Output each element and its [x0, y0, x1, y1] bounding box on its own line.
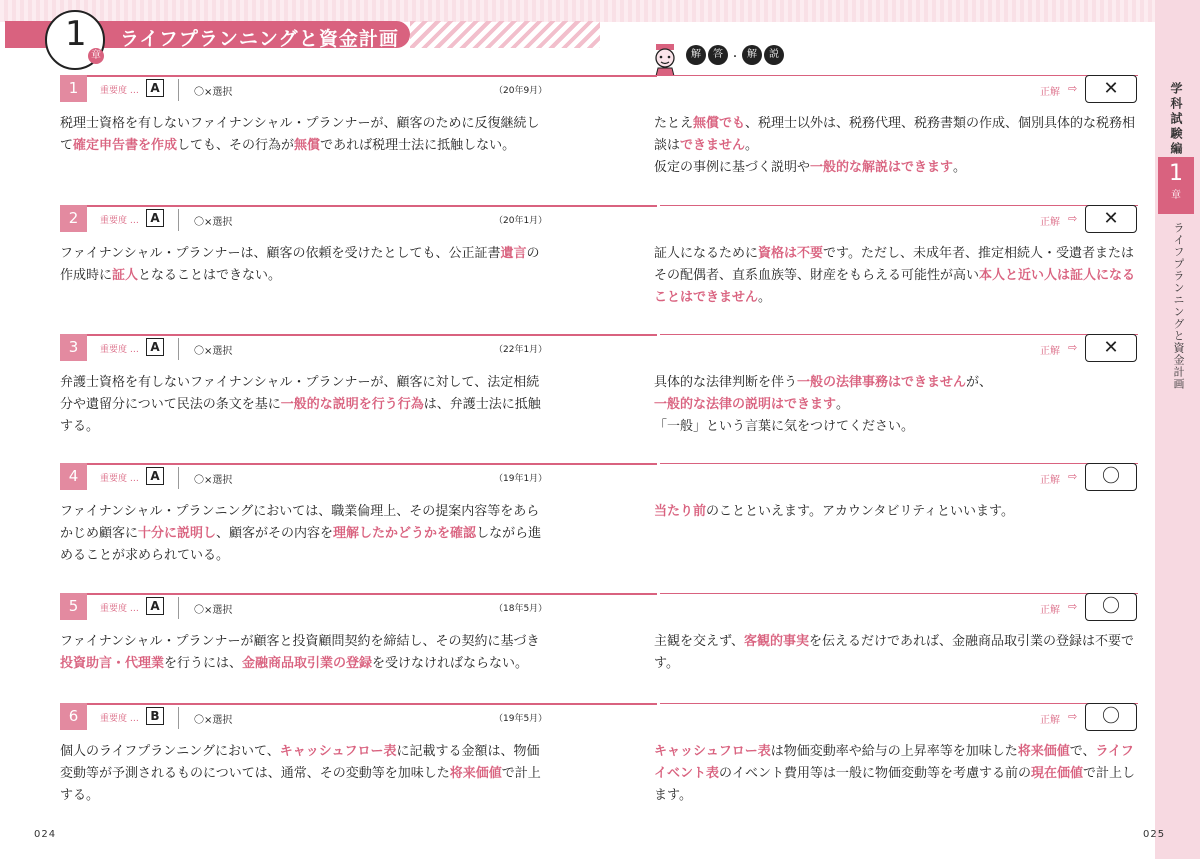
header-separator [178, 707, 179, 729]
chapter-number: 1 [65, 14, 87, 54]
question-number: 2 [60, 205, 87, 232]
importance-label: 重要度 … [100, 345, 139, 355]
text-run: 証人になるために [654, 246, 759, 261]
text-run: たとえ [654, 116, 694, 131]
correct-label: 正解 [1040, 346, 1060, 357]
answer-mark: ✕ [1085, 75, 1137, 103]
question-header [60, 463, 1140, 491]
sidebar-chapter-label: 章 [1171, 190, 1181, 201]
text-run: のイベント費用等は一般に物価変動等を考慮する前の [719, 766, 1032, 781]
header-pattern [0, 0, 1155, 22]
answer-divider [660, 703, 1138, 704]
question-type: 〇×選択 [194, 715, 233, 726]
text-run: で計上します。 [654, 766, 1136, 803]
highlight-text: 一般的な法律の説明はできます [654, 397, 837, 412]
question-number: 4 [60, 463, 87, 490]
sidebar-chapter-title: ライフプランニングと資金計画 [1172, 222, 1185, 390]
importance-grade: B [146, 707, 164, 725]
text-run: のことといえます。アカウンタビリティといいます。 [706, 504, 1014, 519]
text-run: の作成時に [60, 246, 540, 283]
arrow-right-icon: ⇨ [1068, 212, 1078, 225]
header-separator [178, 467, 179, 489]
question-number: 5 [60, 593, 87, 620]
sidebar-chapter-number: 1 [1169, 161, 1183, 186]
text-run: 。 [758, 290, 772, 305]
question-text [60, 113, 550, 157]
question-type: 〇×選択 [194, 87, 233, 98]
question-header [60, 703, 1140, 731]
arrow-right-icon: ⇨ [1068, 82, 1078, 95]
answer-divider [660, 75, 1138, 76]
explanation-text [654, 631, 1142, 675]
text-run: 主観を交えず、 [654, 634, 744, 649]
arrow-right-icon: ⇨ [1068, 710, 1078, 723]
text-run: ファイナンシャル・プランナーが顧客と投資顧問契約を締結し、その契約に基づき [60, 634, 540, 649]
text-run: が、 [966, 375, 993, 390]
text-run: 具体的な法律判断を伴う [654, 375, 798, 390]
importance-grade: A [146, 79, 164, 97]
question-header [60, 205, 1140, 233]
answer-explanation-heading [686, 45, 784, 65]
exam-date: （20年9月） [494, 86, 548, 96]
text-run: しても、その行為が [177, 138, 295, 153]
highlight-text: 無償 [294, 138, 321, 153]
answer-dot: ・ [730, 51, 740, 63]
exam-date: （18年5月） [494, 604, 548, 614]
highlight-text: 投資助言・代理業 [60, 656, 165, 671]
question-header [60, 334, 1140, 362]
text-run: 「一般」という言葉に気をつけてください。 [654, 419, 915, 434]
exam-date: （19年5月） [494, 714, 548, 724]
question-text [60, 372, 550, 438]
text-run: です。ただし、未成年者、推定相続人・受遺者またはその配偶者、直系血族等、財産をもらえる可能性が高い [654, 246, 1134, 283]
question-divider [87, 75, 657, 77]
highlight-text: 資格は不要 [758, 246, 824, 261]
highlight-text: 客観的事実 [743, 634, 809, 649]
question-divider [87, 593, 657, 595]
highlight-text: 無償でも [693, 116, 746, 131]
importance-label: 重要度 … [100, 216, 139, 226]
importance-label: 重要度 … [100, 474, 139, 484]
correct-label: 正解 [1040, 87, 1060, 98]
sidebar-chapter-tab [1158, 157, 1194, 214]
highlight-text: 本人と近い人は証人になることはできません [654, 268, 1136, 305]
importance-grade: A [146, 467, 164, 485]
importance-grade: A [146, 597, 164, 615]
highlight-text: 将来価値 [1017, 744, 1070, 759]
correct-label: 正解 [1040, 217, 1060, 228]
correct-label: 正解 [1040, 475, 1060, 486]
exam-date: （19年1月） [494, 474, 548, 484]
text-run: を行うには、 [164, 656, 243, 671]
question-number: 6 [60, 703, 87, 730]
highlight-text: 現在価値 [1031, 766, 1084, 781]
explanation-text [654, 372, 1142, 438]
answer-mark: ✕ [1085, 334, 1137, 362]
question-text [60, 243, 550, 287]
arrow-right-icon: ⇨ [1068, 470, 1078, 483]
explanation-text [654, 741, 1142, 807]
importance-grade: A [146, 338, 164, 356]
sidebar-subject: 学科試験編 [1169, 82, 1183, 157]
highlight-text: キャッシュフロー表 [279, 744, 397, 759]
text-run: を伝えるだけであれば、金融商品取引業の登録は不要です。 [654, 634, 1134, 671]
correct-label: 正解 [1040, 715, 1060, 726]
question-header [60, 593, 1140, 621]
text-run: 仮定の事例に基づく説明や [654, 160, 811, 175]
importance-grade: A [146, 209, 164, 227]
question-header [60, 75, 1140, 103]
highlight-text: キャッシュフロー表 [654, 744, 771, 759]
answer-char-1: 解 [686, 45, 706, 65]
importance-label: 重要度 … [100, 86, 139, 96]
highlight-text: 金融商品取引業の登録 [242, 656, 373, 671]
text-run: は物価変動率や給与の上昇率等を加味した [770, 744, 1018, 759]
explanation-text [654, 501, 1142, 523]
arrow-right-icon: ⇨ [1068, 341, 1078, 354]
answer-mark: 〇 [1085, 593, 1137, 621]
answer-char-2: 答 [708, 45, 728, 65]
highlight-text: ライフイベント表 [654, 744, 1134, 781]
text-run: ファイナンシャル・プランニングにおいては、職業倫理上、その提案内容等をあらかじめ顧客に [60, 504, 540, 541]
text-run: 。 [745, 138, 759, 153]
correct-label: 正解 [1040, 605, 1060, 616]
importance-label: 重要度 … [100, 714, 139, 724]
page-number-right: 025 [1143, 829, 1166, 840]
highlight-text: 当たり前 [654, 504, 707, 519]
question-number: 1 [60, 75, 87, 102]
highlight-text: 証人 [112, 268, 139, 283]
chapter-title: ライフプランニングと資金計画 [120, 28, 399, 50]
text-run: 税理士資格を有しないファイナンシャル・プランナーが、顧客のために反復継続して [60, 116, 540, 153]
text-run: 。 [836, 397, 850, 412]
question-number: 3 [60, 334, 87, 361]
text-run: 、顧客がその内容を [216, 526, 334, 541]
text-run: 、税理士以外は、税務代理、税務書類の作成、個別具体的な税務相談は [654, 116, 1136, 153]
answer-mark: 〇 [1085, 703, 1137, 731]
text-run: を受けなければならない。 [372, 656, 529, 671]
answer-mark: 〇 [1085, 463, 1137, 491]
highlight-text: 十分に説明し [138, 526, 217, 541]
highlight-text: 一般の法律事務はできません [797, 375, 967, 390]
chapter-badge: 章 [88, 48, 104, 64]
answer-divider [660, 463, 1138, 464]
text-run: で、 [1069, 744, 1096, 759]
text-run: 個人のライフプランニングにおいて、 [60, 744, 280, 759]
explanation-text [654, 243, 1142, 309]
text-run: で計上する。 [60, 766, 541, 803]
answer-divider [660, 593, 1138, 594]
text-run: であれば税理士法に抵触しない。 [320, 138, 516, 153]
importance-label: 重要度 … [100, 604, 139, 614]
answer-mark: ✕ [1085, 205, 1137, 233]
arrow-right-icon: ⇨ [1068, 600, 1078, 613]
highlight-text: 確定申告書を作成 [73, 138, 178, 153]
text-run: は、弁護士法に抵触する。 [60, 397, 541, 434]
text-run: しながら進めることが求められている。 [60, 526, 542, 563]
highlight-text: 将来価値 [449, 766, 502, 781]
highlight-text: 理解したかどうかを確認 [333, 526, 477, 541]
header-separator [178, 338, 179, 360]
question-type: 〇×選択 [194, 346, 233, 357]
question-text [60, 741, 550, 807]
answer-char-3: 解 [742, 45, 762, 65]
answer-divider [660, 205, 1138, 206]
exam-date: （22年1月） [494, 345, 548, 355]
text-run: に記載する金額は、物価変動等が予測されるものについては、通常、その変動等を加味した [60, 744, 540, 781]
highlight-text: できません [680, 138, 746, 153]
mascot-icon [648, 42, 682, 76]
header-stripe [410, 21, 600, 48]
question-divider [87, 205, 657, 207]
highlight-text: 一般的な解説はできます [810, 160, 954, 175]
question-type: 〇×選択 [194, 217, 233, 228]
question-text [60, 501, 550, 567]
header-separator [178, 597, 179, 619]
question-divider [87, 463, 657, 465]
text-run: ファイナンシャル・プランナーは、顧客の依頼を受けたとしても、公正証書 [60, 246, 501, 261]
question-type: 〇×選択 [194, 475, 233, 486]
text-run: 弁護士資格を有しないファイナンシャル・プランナーが、顧客に対して、法定相続分や遺留分について民法の条文を基に [60, 375, 540, 412]
highlight-text: 遺言 [500, 246, 527, 261]
answer-divider [660, 334, 1138, 335]
question-text [60, 631, 550, 675]
page-number-left: 024 [34, 829, 57, 840]
explanation-text [654, 113, 1142, 179]
text-run: 。 [953, 160, 967, 175]
header-separator [178, 209, 179, 231]
exam-date: （20年1月） [494, 216, 548, 226]
text-run: となることはできない。 [138, 268, 282, 283]
question-divider [87, 334, 657, 336]
question-divider [87, 703, 657, 705]
highlight-text: 一般的な説明を行う行為 [280, 397, 424, 412]
question-type: 〇×選択 [194, 605, 233, 616]
header-separator [178, 79, 179, 101]
answer-char-4: 説 [764, 45, 784, 65]
